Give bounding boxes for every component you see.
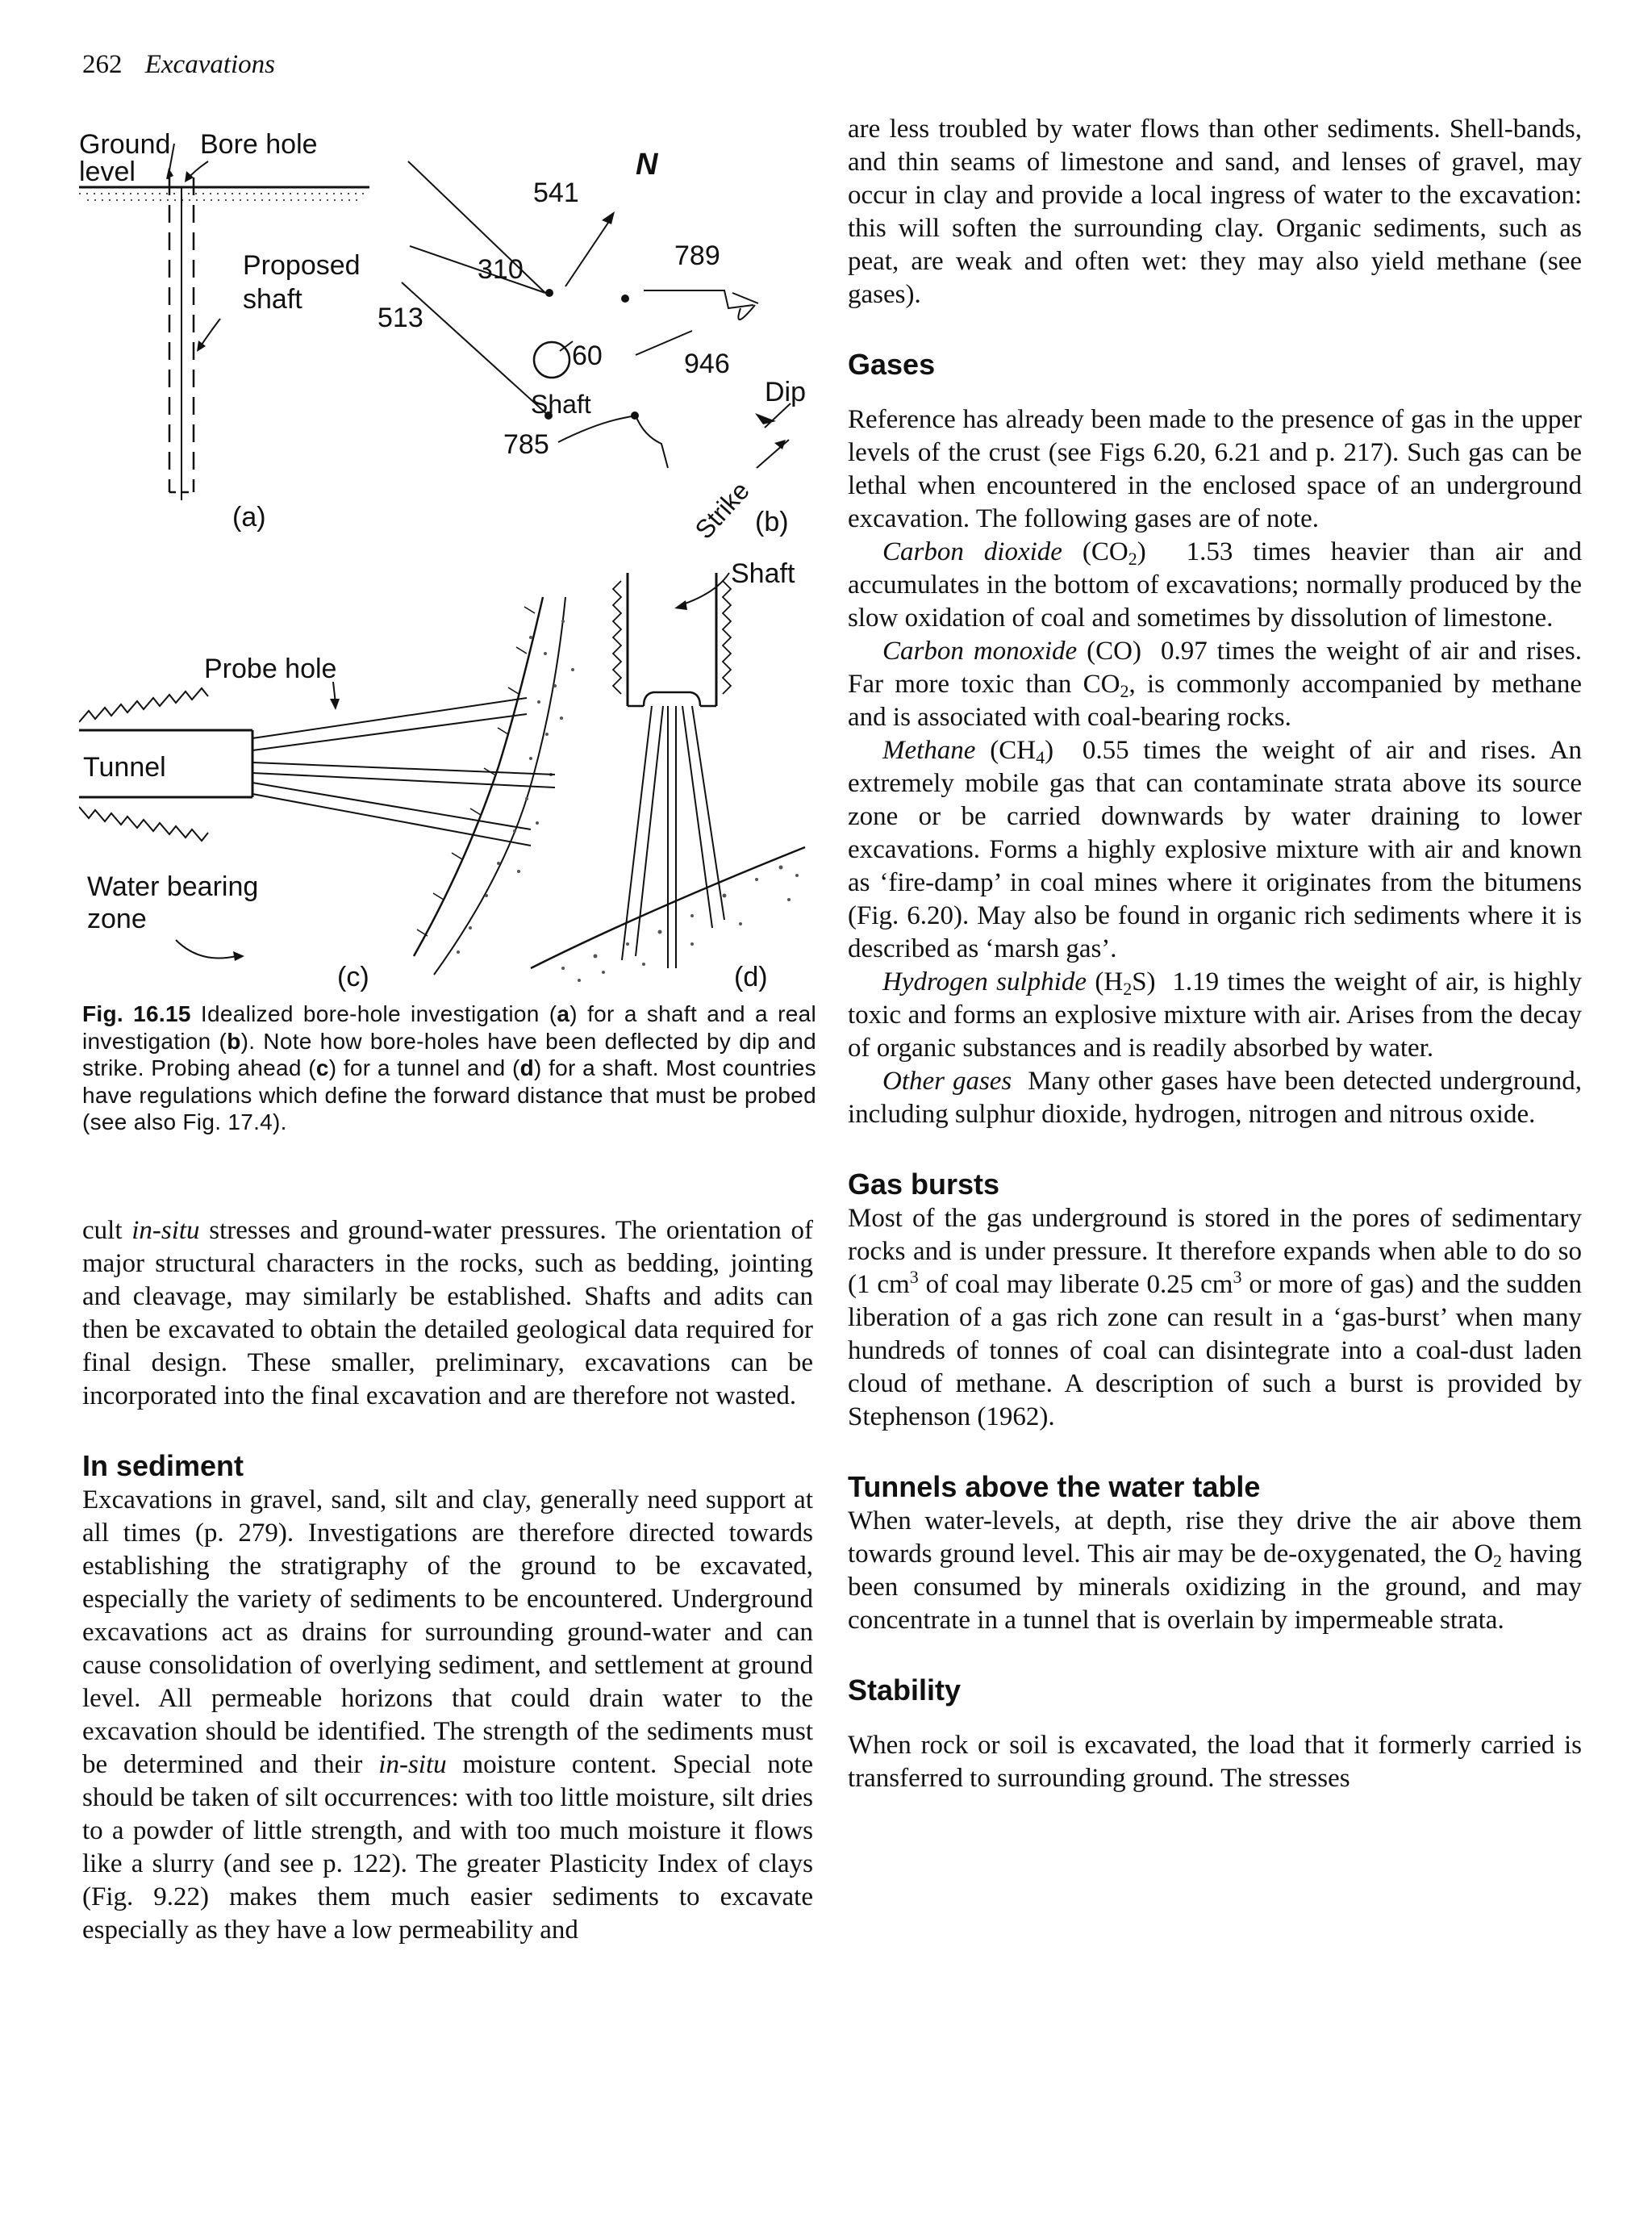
italic-run: in-situ [378, 1750, 447, 1779]
text-run: Most of the gas underground is stored in the pores of sedimentary rocks and is under pressure. It therefore expands when able to do so (1 cm [848, 1204, 1582, 1299]
bore-513: 513 [378, 303, 423, 333]
ground-level-label-1: Ground [79, 129, 171, 160]
shaft-label-d: Shaft [731, 558, 795, 589]
heading-gases: Gases [848, 348, 936, 381]
caption-c: c [315, 1055, 329, 1080]
paragraph-co2 [848, 536, 1582, 635]
paragraph-sediment [82, 1484, 813, 1947]
paragraph-methane [848, 734, 1582, 966]
shaft-label-b: Shaft [531, 390, 591, 419]
text-run: moisture content. Special note should be taken of silt occurrences: with too little moisture, silt dries to a powder of little strength, and with too much moisture it flows like a slurry (and see p. 122). The greater Plasticity Index of clays (Fig. 9.22) makes them much easier sediments to excavate especially as they have a low permeability and [82, 1750, 814, 1945]
panel-a [79, 129, 369, 533]
text-run: 0.97 times the weight of air and rises. Far more toxic than CO [848, 637, 1583, 699]
caption-text-2: ) for a shaft and a real investigation ( [82, 1001, 816, 1054]
strike-label: Strike [689, 475, 755, 545]
panel-c [79, 597, 574, 992]
heading-in-sediment: In sediment [82, 1449, 244, 1482]
caption-a: a [557, 1001, 570, 1026]
running-head [82, 50, 275, 80]
bore-789: 789 [674, 240, 720, 271]
section-title: Excavations [144, 50, 276, 79]
bore-hole-label: Bore hole [200, 129, 318, 160]
caption-b: b [227, 1028, 241, 1054]
panel-d [531, 558, 805, 992]
paragraph-co [848, 635, 1582, 734]
panel-b [378, 148, 806, 545]
figure-16-15 [79, 121, 821, 992]
text-run: 1.19 times the weight of air, is highly toxic and forms an explosive mixture with air. Arises from the decay of organic substances and is readily absorbed by water. [848, 967, 1582, 1063]
subscript: 2 [1120, 681, 1129, 701]
proposed-label: Proposed [243, 250, 361, 281]
figure-drawing [79, 121, 821, 992]
text-run: 0.55 times the weight of air and rises. An extremely mobile gas that can contaminate strata above its source zone or be carried downwards by water draining to lower excavations. Forms a highly explosive mixture with air and known as ‘fire-damp’ in coal mines where it originates from the bitumens (Fig. 6.20). May also be found in organic rich sediments where it is described as ‘marsh gas’. [848, 736, 1583, 963]
figure-caption [82, 1001, 816, 1136]
text-run: Excavations in gravel, sand, silt and clay, generally need support at all times (p. 279). Investigations are therefore directed towards establishing the stratigraphy of the ground to be excavated, especially the variety of sediments to be encountered. Underground excavations act as drains for surrounding ground-water and can cause consolidation of overlying sediment, and settlement at ground level. All permeable horizons that could drain water to the excavation should be identified. The strength of the sediments must be determined and their [82, 1485, 813, 1779]
subscript: 2 [1493, 1551, 1503, 1571]
water-bearing-label-1: Water bearing [87, 871, 259, 902]
caption-text-1: Idealized bore-hole investigation ( [200, 1001, 557, 1026]
heading-stability: Stability [848, 1673, 962, 1707]
water-bearing-label-2: zone [87, 904, 147, 934]
paragraph-other-gases [848, 1065, 1582, 1131]
heading-tunnels-above-water-table: Tunnels above the water table [848, 1470, 1261, 1503]
paragraph-cult [82, 1214, 813, 1413]
formula: ) [1045, 736, 1054, 765]
text-run: When water-levels, at depth, rise they drive the air above them towards ground level. This air may be de-oxygenated, the O [848, 1506, 1582, 1569]
formula: (H [1095, 967, 1124, 996]
term: Carbon monoxide [882, 637, 1078, 666]
caption-text-4: ) for a tunnel and ( [328, 1055, 520, 1080]
probe-hole-label: Probe hole [204, 654, 337, 684]
subscript: 4 [1036, 747, 1045, 767]
superscript: 3 [909, 1267, 919, 1287]
term: Other gases [882, 1067, 1012, 1096]
bore-541: 541 [533, 178, 579, 208]
tunnel-label: Tunnel [83, 752, 166, 783]
bore-946: 946 [684, 349, 730, 379]
north-label: N [636, 148, 658, 182]
heading-gas-bursts: Gas bursts [848, 1168, 1000, 1201]
term: Carbon dioxide [882, 537, 1062, 566]
left-column [82, 1214, 813, 1947]
superscript: 3 [1233, 1267, 1242, 1287]
paragraph-stability: When rock or soil is excavated, the load that it formerly carried is transferred to surrounding ground. The stresses [848, 1731, 1582, 1793]
page-number: 262 [82, 50, 123, 79]
paragraph-gas-bursts [848, 1202, 1582, 1434]
ground-level-label-2: level [79, 157, 136, 187]
shaft-label-a: shaft [243, 284, 302, 315]
text-run: stresses and ground-water pressures. The orientation of major structural characters in the rocks, such as bedding, jointing and cleavage, may similarly be established. Shafts and adits can then be excavated to obtain the detailed geological data required for final design. These smaller, preliminary, excavations can be incorporated into the final excavation and are therefore not wasted. [82, 1216, 813, 1410]
caption-text-5: ) for a shaft. Most countries have regulations which define the forward distance that must be probed (see also Fig. 17.4). [82, 1055, 816, 1134]
text-run: Many other gases have been detected underground, including sulphur dioxide, hydrogen, nitrogen and nitrous oxide. [848, 1067, 1582, 1129]
text-run: cult [82, 1216, 132, 1245]
italic-run: in-situ [131, 1216, 200, 1245]
panel-c-label: (c) [337, 962, 369, 992]
text-run: or more of gas) and the sudden liberation of a gas rich zone can result in a ‘gas-burst’ when many hundreds of tonnes of coal can disintegrate into a coal-dust laden cloud of methane. A description of such a burst is provided by Stephenson (1962). [848, 1270, 1582, 1431]
bore-785: 785 [503, 429, 549, 460]
formula: (CO) [1087, 637, 1141, 666]
term: Hydrogen sulphide [882, 967, 1087, 996]
formula: (CH [990, 736, 1037, 765]
paragraph-gases-intro: Reference has already been made to the presence of gas in the upper levels of the crust (see Figs 6.20, 6.21 and p. 217). Such gas can be lethal when encountered in the enclosed space of an underground excavation. The following gases are of note. [848, 405, 1582, 533]
paragraph-sediments-cont: are less troubled by water flows than other sediments. Shell-bands, and thin seams of limestone and sand, and lenses of gravel, may occur in clay and provide a local ingress of water to the excavation: this will soften the surrounding clay. Organic sediments, such as peat, are weak and often wet: they may also yield methane (see gases). [848, 115, 1582, 309]
paragraph-tunnels [848, 1505, 1582, 1637]
dip-label: Dip [765, 377, 807, 407]
term: Methane [882, 736, 976, 765]
bore-60: 60 [572, 340, 603, 371]
caption-text-3: ). Note how bore-holes have been deflected by dip and strike. Probing ahead ( [82, 1028, 816, 1080]
panel-a-label: (a) [232, 502, 266, 533]
formula: ) [1137, 537, 1146, 566]
formula: (CO [1082, 537, 1128, 566]
paragraph-h2s [848, 966, 1582, 1065]
panel-d-label: (d) [734, 962, 768, 992]
text-run: 1.53 times heavier than air and accumulates in the bottom of excavations; normally produced by the slow oxidation of coal and sometimes by dissolution of limestone. [848, 537, 1582, 633]
caption-d: d [519, 1055, 534, 1080]
formula: S) [1132, 967, 1156, 996]
bore-310: 310 [478, 254, 524, 285]
right-column [848, 113, 1582, 1795]
text-run: having been consumed by minerals oxidizing in the ground, and may concentrate in a tunnel that is overlain by impermeable strata. [848, 1539, 1582, 1635]
text-run: of coal may liberate 0.25 cm [918, 1270, 1233, 1299]
subscript: 2 [1123, 979, 1133, 999]
subscript: 2 [1128, 549, 1137, 569]
panel-b-label: (b) [755, 507, 789, 537]
caption-label: Fig. 16.15 [82, 1001, 191, 1026]
text-run: , is commonly accompanied by methane and is associated with coal-bearing rocks. [848, 670, 1583, 732]
